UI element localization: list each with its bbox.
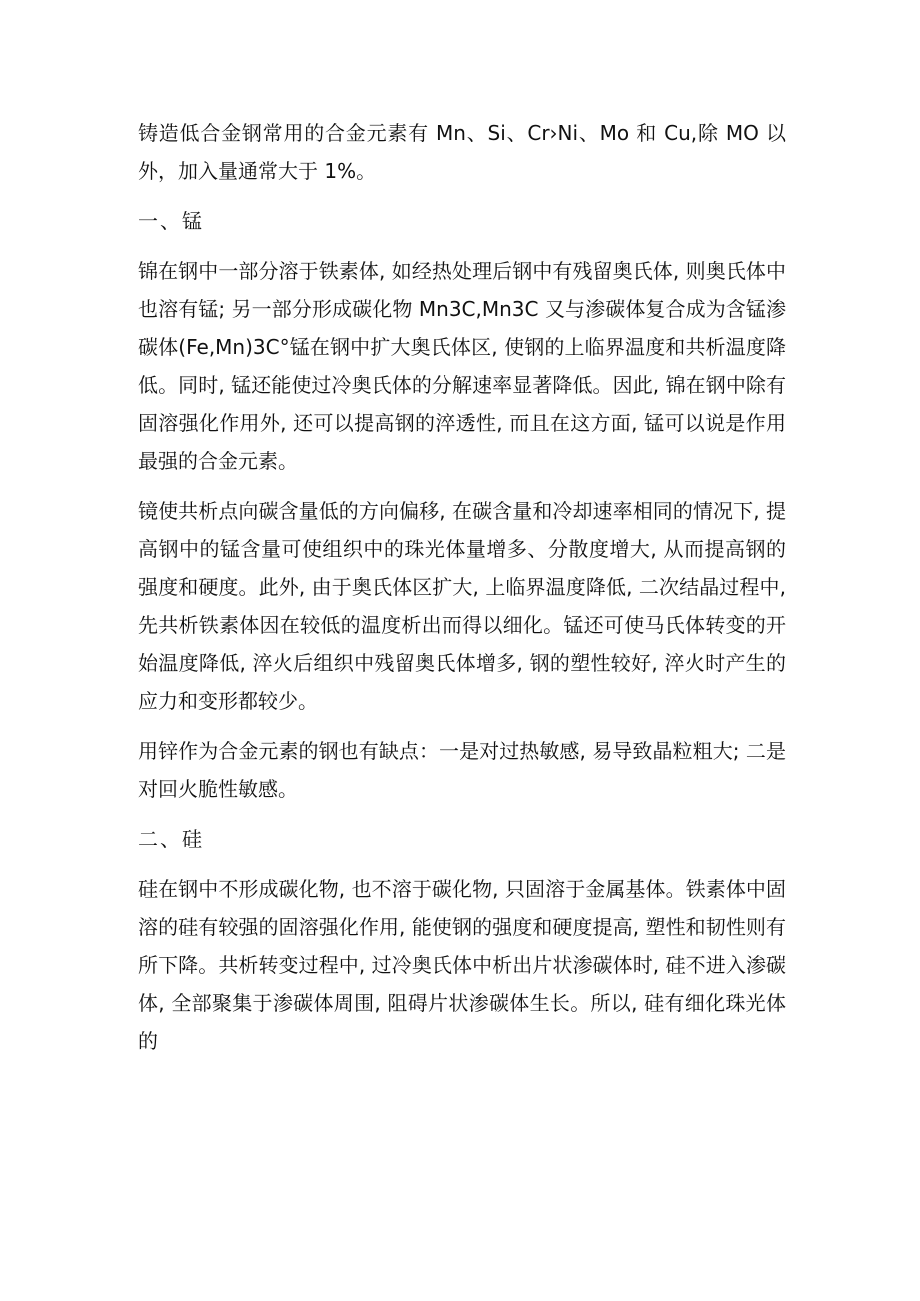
manganese-paragraph-2: 镜使共析点向碳含量低的方向偏移, 在碳含量和冷却速率相同的情况下, 提高钢中的锰含量可使组织中的珠光体量增多、分散度增大, 从而提高钢的强度和硬度。此外, 由于奥氏体区扩大, 上临界温度降低, 二次结晶过程中, 先共析铁素体因在较低的温度析出而得以细化。锰还可使马氏体转变的开始温度降低, 淬火后组织中残留奥氏体增多, 钢的塑性较好, 淬火时产生的应力和变形都较少。 <box>138 499 786 713</box>
intro-paragraph: 铸造低合金钢常用的合金元素有 Mn、Si、Cr›Ni、Mo 和 Cu,除 MO 以外，加入量通常大于 1%。 <box>138 121 786 183</box>
section-heading-silicon: 二、硅 <box>138 827 204 851</box>
manganese-paragraph-3: 用锌作为合金元素的钢也有缺点：一是对过热敏感, 易导致晶粒粗大; 二是对回火脆性敏感。 <box>138 739 786 801</box>
silicon-paragraph-1: 硅在钢中不形成碳化物, 也不溶于碳化物, 只固溶于金属基体。铁素体中固溶的硅有较强的固溶强化作用, 能使钢的强度和硬度提高, 塑性和韧性则有所下降。共析转变过程中, 过冷奥氏体中析出片状渗碳体时, 硅不进入渗碳体, 全部聚集于渗碳体周围, 阻碍片状渗碳体生长。所以, 硅有细化珠光体的 <box>138 877 786 1053</box>
section-heading-manganese: 一、锰 <box>138 209 204 233</box>
document-body <box>138 114 786 1072</box>
manganese-paragraph-1: 锦在钢中一部分溶于铁素体, 如经热处理后钢中有残留奥氏体, 则奥氏体中也溶有锰; 另一部分形成碳化物 Mn3C,Mn3C 又与渗碳体复合成为含锰渗碳体(Fe,Mn)3C°锰在钢中扩大奥氏体区, 使钢的上临界温度和共析温度降低。同时, 锰还能使过冷奥氏体的分解速率显著降低。因此, 锦在钢中除有固溶强化作用外, 还可以提高钢的淬透性, 而且在这方面, 锰可以说是作用最强的合金元素。 <box>138 259 786 473</box>
